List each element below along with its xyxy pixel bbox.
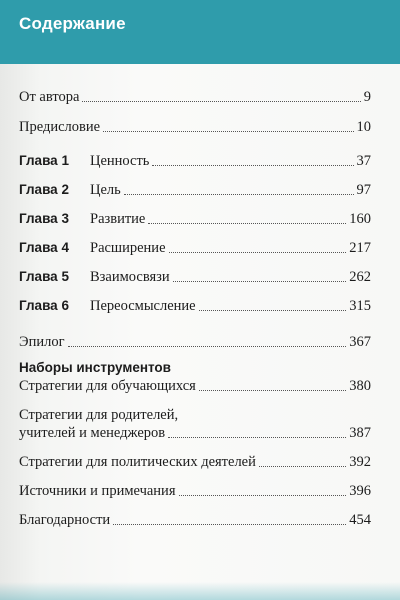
page-title: Содержание	[19, 14, 126, 33]
toc-entry-chapter-5[interactable]	[19, 268, 371, 286]
chapter-label: Глава 4	[19, 240, 69, 255]
toc-entry-epilogue[interactable]	[19, 333, 371, 351]
entry-page: 454	[349, 512, 371, 528]
leader-dots	[173, 281, 347, 282]
toc-entry-toolkit-parents[interactable]	[19, 406, 371, 442]
entry-title: Стратегии для обучающихся	[19, 378, 196, 394]
entry-page: 396	[349, 483, 371, 499]
toc-entry-from-author[interactable]	[19, 88, 371, 106]
entry-page: 262	[349, 269, 371, 285]
leader-dots	[179, 495, 347, 496]
toc-entry-chapter-2[interactable]	[19, 181, 371, 199]
entry-title: Расширение	[90, 240, 166, 256]
entry-page: 387	[349, 425, 371, 441]
entry-title: Благодарности	[19, 512, 111, 528]
chapter-label: Глава 2	[19, 182, 69, 197]
toc-entry-toolkit-learners[interactable]	[19, 377, 371, 395]
leader-dots	[103, 131, 353, 132]
entry-title: Развитие	[90, 211, 146, 227]
leader-dots	[68, 346, 347, 347]
toc-entry-chapter-4[interactable]	[19, 239, 371, 257]
entry-title: Цель	[90, 182, 121, 198]
toolkits-section-title: Наборы инструментов	[19, 360, 171, 375]
toc-entry-chapter-1[interactable]	[19, 152, 371, 170]
entry-page: 315	[349, 298, 371, 314]
toc-entry-chapter-3[interactable]	[19, 210, 371, 228]
leader-dots	[152, 165, 353, 166]
leader-dots	[199, 310, 347, 311]
chapter-label: Глава 3	[19, 211, 69, 226]
entry-page: 10	[356, 119, 371, 135]
toc-entry-preface[interactable]	[19, 118, 371, 136]
chapter-label: Глава 5	[19, 269, 69, 284]
bottom-color-strip	[0, 582, 400, 600]
toc-entry-sources[interactable]	[19, 482, 371, 500]
leader-dots	[82, 101, 360, 102]
entry-title: Эпилог	[19, 334, 65, 350]
entry-title-line-2: учителей и менеджеров	[19, 425, 166, 441]
entry-title: Стратегии для политических деятелей	[19, 454, 256, 470]
entry-page: 97	[356, 182, 371, 198]
entry-title-line-1: Стратегии для родителей,	[19, 407, 179, 423]
entry-title: Переосмысление	[90, 298, 196, 314]
entry-title: Источники и примечания	[19, 483, 176, 499]
entry-title: Предисловие	[19, 119, 101, 135]
toc-entry-toolkit-politicians[interactable]	[19, 453, 371, 471]
toc-entry-chapter-6[interactable]	[19, 297, 371, 315]
leader-dots	[124, 194, 354, 195]
table-of-contents	[19, 88, 371, 529]
entry-page: 367	[349, 334, 371, 350]
entry-title: Взаимосвязи	[90, 269, 170, 285]
entry-page: 217	[349, 240, 371, 256]
leader-dots	[199, 390, 346, 391]
leader-dots	[259, 466, 346, 467]
leader-dots	[148, 223, 346, 224]
entry-page: 37	[356, 153, 371, 169]
entry-title: От автора	[19, 89, 80, 105]
entry-title: Ценность	[90, 153, 150, 169]
entry-page: 160	[349, 211, 371, 227]
leader-dots	[168, 437, 346, 438]
leader-dots	[113, 524, 346, 525]
toc-entry-acknowledgements[interactable]	[19, 511, 371, 529]
chapter-label: Глава 1	[19, 153, 69, 168]
entry-page: 9	[363, 89, 371, 105]
entry-page: 380	[349, 378, 371, 394]
chapter-label: Глава 6	[19, 298, 69, 313]
leader-dots	[169, 252, 347, 253]
entry-page: 392	[349, 454, 371, 470]
